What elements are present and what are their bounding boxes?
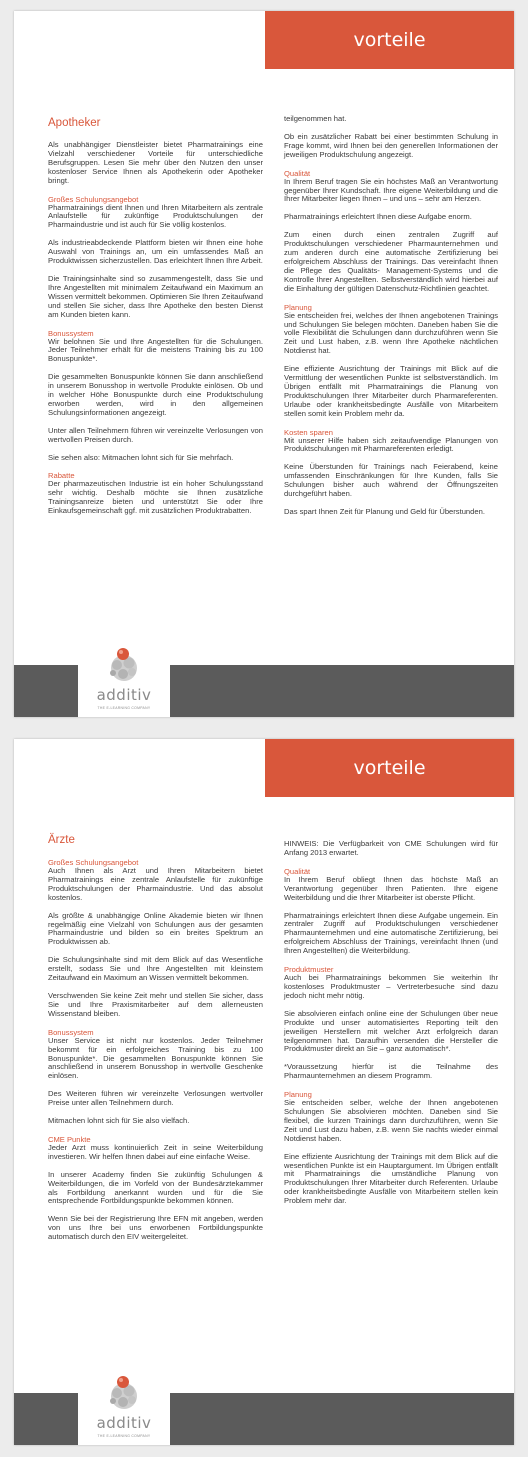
logo-tagline: THE E-LEARNING COMPANY — [97, 1434, 151, 1438]
paragraph: Die gesammelten Bonuspunkte können Sie dann anschließend in unserem Bonusshop in wertvolle Produkte einlösen. Ob und in welcher Höhe Bonuspunkte durch eine Produktschulung erworben werden, wird in den allgemeinen Schulungsinformationen angezeigt. — [48, 372, 263, 417]
subsection-heading: Bonussystem — [48, 328, 94, 338]
paragraph: Die Schulungsinhalte sind mit dem Blick auf das Wesentliche erstellt, sodass Sie und Ihre Angestellten mit kleinstem Zeitaufwand ein Maximum an Wissen vermittelt bekommen. — [48, 955, 263, 983]
paragraph: Des Weiteren führen wir vereinzelte Verlosungen wertvoller Preise unter allen Teilnehmern durch. — [48, 1089, 263, 1108]
left-column — [48, 116, 263, 525]
hinweis-paragraph: HINWEIS: Die Verfügbarkeit von CME Schulungen wird für Anfang 2013 erwartet. — [284, 839, 498, 857]
subsection-heading: CME Punkte — [48, 1134, 91, 1144]
section-title: Ärzte — [48, 834, 75, 846]
paragraph: Eine effiziente Ausrichtung der Trainings mit Blick auf die Vermittlung der wesentlichen Punkte ist selbstverständlich. Im Übrigen entfällt mit Pharmatrainings die Planung von Produktschulungen Ihrer Mitarbeiter durch Pharmareferenten. Urlaube oder krankheitsbedingte Ausfälle von Mitarbeitern stellen somit kein Problem mehr da. — [284, 364, 498, 418]
subsection-heading: Planung — [284, 1090, 312, 1100]
subsection-heading: Planung — [284, 302, 312, 312]
paragraph: Der pharmazeutischen Industrie ist ein hoher Schulungsstand sehr wichtig. Deshalb möchte sie Ihnen zusätzliche Trainingsanreize bieten und unterstützt Sie oder Ihre Einkaufsgemeinschaft ggf. mit zusätzlichen Produktrabatten. — [48, 479, 263, 516]
right-column — [284, 840, 498, 1215]
paragraph: Unser Service ist nicht nur kostenlos. Jeder Teilnehmer bekommt für ein erfolgreiches Training bis zu 100 Bonuspunkte*. Die gesammelten Bonuspunkte können Sie anschließend in unserem Bonusshop in wertvolle Geschenke einlösen. — [48, 1035, 263, 1081]
brochure-page-apotheker — [14, 11, 514, 717]
molecule-logo-icon — [102, 641, 146, 685]
paragraph: Sie entscheiden selber, welche der Ihnen angebotenen Schulungen Sie absolvieren möchten. Daneben sind Sie flexibel, die kurzen Trainings dann durchzuführen, wenn Sie Zeit und Lust dazu haben, z.B. wenn Sie nachts wieder einmal Notdienst haben. — [284, 1098, 498, 1143]
paragraph: Pharmatrainings erleichtert Ihnen diese Aufgabe ungemein. Ein zentraler Zugriff auf Produktschulungen verschiedener Pharmaunternehmen und eine automatische Zertifizierung, bei erfolgreichem Abschluss der Trainings, vereinfacht Ihnen (und Ihren Angestellten) die Weiterbildung. — [284, 910, 498, 956]
paragraph: Als industrieabdeckende Plattform bieten wir Ihnen eine hohe Auswahl von Trainings an, um ein umfassendes Maß an Produktwissen sicherzustellen. Das erleichtert Ihnen Ihre Arbeit. — [48, 238, 263, 266]
paragraph: Pharmatrainings erleichtert Ihnen diese Aufgabe enorm. — [284, 212, 472, 222]
intro-paragraph: Als unabhängiger Dienstleister bietet Pharmatrainings eine Vielzahl verschiedener Vorteile für unterschiedliche Berufsgruppen. Lesen Sie mehr über den Nutzen den unser kostenloser Service Ihnen als Apothekerin oder Apotheker bringt. — [48, 140, 263, 185]
logo-wordmark: additiv — [96, 686, 152, 704]
paragraph: Auch bei Pharmatrainings bekommen Sie weiterhin Ihr kostenloses Produktmuster – Vertreterbesuche sind dazu jedoch nicht mehr nötig. — [284, 973, 498, 1000]
molecule-logo-icon — [102, 1369, 146, 1413]
paragraph: Mitmachen lohnt sich für Sie also vielfach. — [48, 1116, 190, 1126]
subsection-heading: Rabatte — [48, 471, 75, 481]
paragraph: In Ihrem Beruf obliegt Ihnen das höchste Maß an Verantwortung gegenüber Ihren Patienten. Ihre eigene Weiterbildung und die Ihrer Mitarbeiter ist oberste Pflicht. — [284, 874, 498, 902]
additiv-logo — [78, 637, 170, 717]
subsection-heading: Kosten sparen — [284, 427, 333, 437]
section-title: Apotheker — [48, 117, 101, 129]
paragraph: Sie sehen also: Mitmachen lohnt sich für Sie mehrfach. — [48, 452, 234, 462]
vorteile-banner: vorteile — [265, 11, 514, 69]
subsection-heading: Produktmuster — [284, 965, 334, 975]
logo-wordmark: additiv — [96, 1414, 152, 1432]
vorteile-banner: vorteile — [265, 739, 514, 797]
subsection-heading: Großes Schulungsangebot — [48, 194, 139, 204]
paragraph: Eine effiziente Ausrichtung der Trainings mit dem Blick auf die wesentlichen Punkte ist ein Hauptargument. Im Übrigen entfällt mit Pharmatrainings die umständliche Planung von Produktschulungen Ihrer Mitarbeiter durch Referenten. Urlaube oder krankheitsbedingte Ausfälle von Mitarbeitern stellen kein Problem mehr dar. — [284, 1151, 498, 1206]
left-column — [48, 833, 263, 1251]
paragraph: Zum einen durch einen zentralen Zugriff auf Produktschulungen verschiedener Pharmaunternehmen und zum anderen durch eine automatische Zertifizierung bei erfolgreichem Abschluss der Trainings. Das vereinfacht Ihnen die Pflege des Qualitäts- Management-Systems und die Kontrolle Ihrer Angestellten. Selbstverständlich wird hierbei auf die Einhaltung der gültigen Datenschutz-Richtlinien geachtet. — [284, 230, 498, 293]
paragraph: Sie entscheiden frei, welches der Ihnen angebotenen Trainings und Schulungen Sie belegen möchten. Daneben haben Sie die volle Flexibilität die Schulungen dann durchzuführen wenn Sie Zeit und Lust haben, z.B. wenn Ihre Apotheke nächtlichen Notdienst hat. — [284, 310, 498, 356]
paragraph: Ob ein zusätzlicher Rabatt bei einer bestimmten Schulung in Frage kommt, wird Ihnen bei den generellen Informationen der jeweiligen Produktschulung angezeigt. — [284, 131, 498, 159]
additiv-logo — [78, 1365, 170, 1445]
paragraph: Sie absolvieren einfach online eine der Schulungen über neue Produkte und unser automatisiertes Reporting teilt den jeweiligen Herstellern mit welcher Arzt erfolgreich daran teilgenommen hat. Daraufhin versenden die Hersteller die Produktmuster direkt an Sie – ganz automatisch*. — [284, 1008, 498, 1054]
paragraph: In unserer Academy finden Sie zukünftig Schulungen & Weiterbildungen, die im Vorfeld von der Bundesärztekammer als Fortbildung anerkannt wurden und für die Sie entsprechende Fortbildungspunkte bekommen können. — [48, 1169, 263, 1206]
paragraph: Pharmatrainings dient Ihnen und Ihren Mitarbeitern als zentrale Anlaufstelle für zukünftige Produktschulungen der Pharmaindustrie und ist auch für Sie völlig kostenlos. — [48, 202, 263, 230]
paragraph: Mit unserer Hilfe haben sich zeitaufwendige Planungen von Produktschulungen mit Pharmareferenten erledigt. — [284, 435, 498, 454]
paragraph: Das spart Ihnen Zeit für Planung und Geld für Überstunden. — [284, 507, 485, 516]
subsection-heading: Großes Schulungsangebot — [48, 858, 139, 867]
paragraph: Wenn Sie bei der Registrierung Ihre EFN mit angeben, werden von uns Ihre bei uns erworbenen Fortbildungspunkte automatisch durch den EIV weitergeleitet. — [48, 1214, 263, 1242]
subsection-heading: Bonussystem — [48, 1027, 94, 1037]
paragraph: Als größte & unabhängige Online Akademie bieten wir Ihnen regelmäßig eine Vielzahl von Schulungen aus der gesamten Pharmaindustrie und bilden so ein breites Spektrum an Produktwissen ab. — [48, 910, 263, 947]
paragraph: *Voraussetzung hierfür ist die Teilnahme des Pharmaunternehmen an diesem Programm. — [284, 1062, 498, 1081]
logo-tagline: THE E-LEARNING COMPANY — [97, 706, 151, 710]
paragraph: Keine Überstunden für Trainings nach Feierabend, keine umfassenden Einschränkungen für Ihre Kunden, falls Sie Schulungen bisher auch während der Öffnungszeiten durchgeführt haben. — [284, 462, 498, 499]
paragraph: teilgenommen hat. — [284, 114, 347, 123]
right-column — [284, 115, 498, 526]
brochure-page-aerzte — [14, 739, 514, 1445]
subsection-heading: Qualität — [284, 168, 311, 178]
paragraph: In Ihrem Beruf tragen Sie ein höchstes Maß an Verantwortung gegenüber Ihrer Kundschaft. Ihre eigene Weiterbildung und die Ihrer Mitarbeiter liegen Ihnen – und uns – sehr am Herzen. — [284, 176, 498, 204]
paragraph: Die Trainingsinhalte sind so zusammengestellt, dass Sie und Ihre Angestellten mit minimalem Zeitaufwand ein Maximum an Wissen vermittelt bekommen. Optimieren Sie Ihren Zeitaufwand und stellen Sie sicher, dass Ihre Apotheke den besten Dienst am Kunden bieten kann. — [48, 273, 263, 319]
paragraph: Verschwenden Sie keine Zeit mehr und stellen Sie sicher, dass Sie und Ihre Praxismitarbeiter auf dem allerneusten Wissenstand bleiben. — [48, 990, 263, 1018]
paragraph: Wir belohnen Sie und Ihre Angestellten für die Schulungen. Jeder Teilnehmer erhält für die meistens Training bis zu 100 Bonuspunkte*. — [48, 336, 263, 364]
subsection-heading: Qualität — [284, 866, 311, 876]
paragraph: Auch Ihnen als Arzt und Ihren Mitarbeitern bietet Pharmatrainings eine zentrale Anlaufstelle für zukünftige Produktschulungen der Pharmaindustrie. Und das absolut kostenlos. — [48, 866, 263, 902]
paragraph: Unter allen Teilnehmern führen wir vereinzelte Verlosungen von wertvollen Preisen durch. — [48, 425, 263, 444]
paragraph: Jeder Arzt muss kontinuierlich Zeit in seine Weiterbildung investieren. Wir helfen Ihnen dabei auf eine einfache Weise. — [48, 1142, 263, 1161]
